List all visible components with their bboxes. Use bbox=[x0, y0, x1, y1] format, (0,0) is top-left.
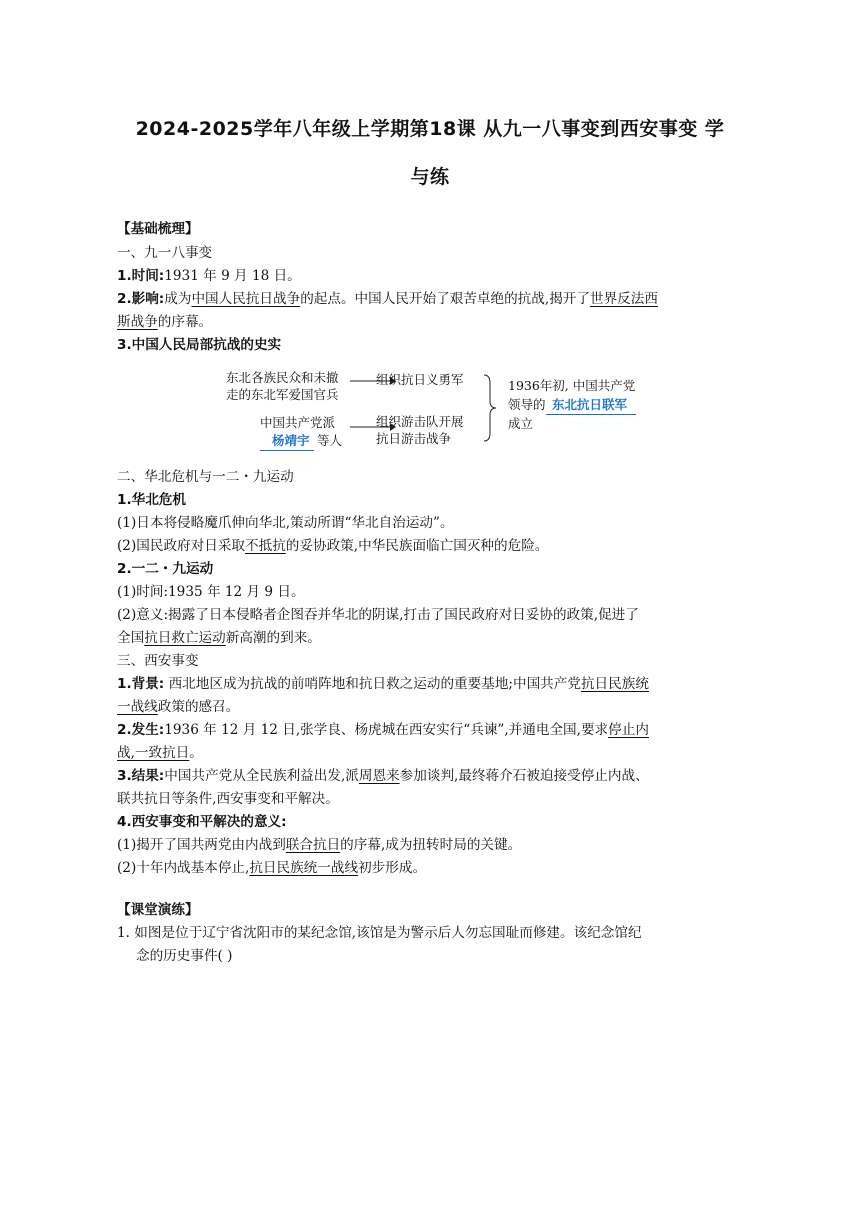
s3-significance-2-answer: 抗日民族统一战线 bbox=[249, 860, 359, 876]
s1-impact-answer-2b: 斯战争 bbox=[117, 314, 158, 330]
s2-movement-text-b: 全国 bbox=[117, 630, 145, 646]
s3-occurrence-text-b: 。 bbox=[189, 745, 203, 761]
diagram-right-2: 领导的 bbox=[508, 397, 546, 412]
question-1-line-1: 1. 如图是位于辽宁省沈阳市的某纪念馆,该馆是为警示后人勿忘国耻而修建。该纪念馆纪 bbox=[117, 925, 642, 941]
s3-significance-1 bbox=[117, 833, 742, 857]
s3-background-line-1 bbox=[117, 672, 742, 696]
s2-movement-2-line-1: (2)意义:揭露了日本侵略者企图吞并华北的阴谋,打击了国民政府对日妥协的政策,促进了 bbox=[117, 607, 639, 623]
diagram-right-3: 成立 bbox=[508, 416, 534, 431]
diagram-right-1: 1936年初, 中国共产党 bbox=[508, 378, 636, 393]
document-title-line-2: 与练 bbox=[410, 166, 450, 188]
diagram-right-name: 东北抗日联军 bbox=[552, 397, 628, 412]
diagram-mid-top: 组织抗日义勇军 bbox=[376, 372, 464, 387]
diagram-left-bot-1: 中国共产党派 bbox=[260, 415, 336, 430]
s3-significance-1-text-a: (1)揭开了国共两党由内战到 bbox=[117, 837, 286, 853]
s1-impact-text-c: 的序幕。 bbox=[157, 314, 213, 330]
s2-crisis-label: 1.华北危机 bbox=[117, 492, 186, 508]
diagram-left-bot-name: 杨靖宇 bbox=[272, 433, 310, 448]
s3-significance-2 bbox=[117, 856, 742, 880]
s3-occurrence-label: 2.发生: bbox=[117, 722, 165, 738]
s3-occurrence-line-2 bbox=[117, 741, 742, 765]
s3-background-answer-2: 一战线 bbox=[117, 699, 158, 715]
s3-occurrence-answer-2: 战,一致抗日 bbox=[117, 745, 190, 761]
s3-result-text-b: 参加谈判,最终蒋介石被迫接受停止内战、 bbox=[399, 768, 649, 784]
s1-impact-answer-1: 中国人民抗日战争 bbox=[191, 291, 301, 307]
s2-movement-text-c: 新高潮的到来。 bbox=[225, 630, 321, 646]
s3-significance-2-text-a: (2)十年内战基本停止, bbox=[117, 860, 250, 876]
section-1-title: 一、九一八事变 bbox=[117, 245, 213, 261]
s1-facts-label: 3.中国人民局部抗战的史实 bbox=[117, 337, 282, 353]
s1-impact-line-1 bbox=[117, 287, 742, 311]
s1-time bbox=[117, 264, 742, 288]
s2-movement-2-line-2 bbox=[117, 626, 742, 650]
s1-impact-label: 2.影响: bbox=[117, 291, 165, 307]
s3-occurrence-text-a: 1936 年 12 月 12 日,张学良、杨虎城在西安实行“兵谏”,并通电全国,要求 bbox=[164, 722, 609, 738]
s3-significance-1-answer: 联合抗日 bbox=[285, 837, 341, 853]
s3-background-text-b: 政策的感召。 bbox=[157, 699, 240, 715]
s2-movement-label: 2.一二・九运动 bbox=[117, 561, 214, 577]
s3-significance-2-text-b: 初步形成。 bbox=[358, 860, 427, 876]
s3-significance-label: 4.西安事变和平解决的意义: bbox=[117, 814, 287, 830]
question-1-line-2: 念的历史事件( ) bbox=[136, 948, 233, 964]
s1-impact-answer-2a: 世界反法西 bbox=[589, 291, 658, 307]
s3-occurrence-answer-1: 停止内 bbox=[608, 722, 649, 738]
resistance-diagram bbox=[226, 369, 646, 448]
s1-impact-text-b: 的起点。中国人民开始了艰苦卓绝的抗战,揭开了 bbox=[300, 291, 590, 307]
s3-result-text-a: 中国共产党从全民族利益出发,派 bbox=[164, 768, 359, 784]
s3-result-label: 3.结果: bbox=[117, 768, 165, 784]
s2-movement-1: (1)时间:1935 年 12 月 9 日。 bbox=[117, 584, 305, 600]
document-title-line-1: 2024-2025学年八年级上学期第18课 从九一八事变到西安事变 学 bbox=[135, 118, 725, 140]
section-2-title: 二、华北危机与一二・九运动 bbox=[117, 469, 294, 485]
s3-background-text-a: 西北地区成为抗战的前哨阵地和抗日救之运动的重要基地;中国共产党 bbox=[164, 676, 581, 692]
diagram-mid-bot-1: 组织游击队开展 bbox=[376, 414, 464, 429]
s3-result-line-1 bbox=[117, 764, 742, 788]
diagram-answer-underline-1 bbox=[260, 450, 314, 451]
s3-result-line-2: 联共抗日等条件,西安事变和平解决。 bbox=[117, 791, 339, 807]
practice-header: 【课堂演练】 bbox=[117, 902, 199, 918]
diagram-left-top-2: 走的东北军爱国官兵 bbox=[226, 387, 339, 402]
s1-impact-text-a: 成为 bbox=[164, 291, 192, 307]
s1-impact-line-2 bbox=[117, 310, 742, 334]
brace-icon bbox=[482, 373, 498, 443]
s1-time-label: 1.时间: bbox=[117, 268, 165, 284]
diagram-left-bot-2: 等人 bbox=[317, 433, 343, 448]
s3-significance-1-text-b: 的序幕,成为扭转时局的关键。 bbox=[340, 837, 522, 853]
s3-occurrence-line-1 bbox=[117, 718, 742, 742]
s3-background-label: 1.背景: bbox=[117, 676, 165, 692]
diagram-answer-underline-2 bbox=[546, 414, 636, 415]
s2-crisis-2-answer: 不抵抗 bbox=[245, 538, 286, 554]
basics-header: 【基础梳理】 bbox=[117, 221, 199, 237]
s2-crisis-2-text-a: (2)国民政府对日采取 bbox=[117, 538, 246, 554]
s3-result-answer: 周恩来 bbox=[358, 768, 400, 784]
s2-crisis-2 bbox=[117, 534, 742, 558]
section-3-title: 三、西安事变 bbox=[117, 653, 199, 669]
diagram-mid-bot-2: 抗日游击战争 bbox=[376, 431, 452, 446]
s3-background-answer-1: 抗日民族统 bbox=[580, 676, 649, 692]
s2-crisis-1: (1)日本将侵略魔爪伸向华北,策动所谓“华北自治运动”。 bbox=[117, 515, 454, 531]
s3-background-line-2 bbox=[117, 695, 742, 719]
s2-crisis-2-text-b: 的妥协政策,中华民族面临亡国灭种的危险。 bbox=[285, 538, 549, 554]
diagram-left-top-1: 东北各族民众和未撤 bbox=[226, 370, 339, 385]
s1-time-text: 1931 年 9 月 18 日。 bbox=[164, 268, 301, 284]
s2-movement-answer: 抗日救亡运动 bbox=[144, 630, 226, 646]
